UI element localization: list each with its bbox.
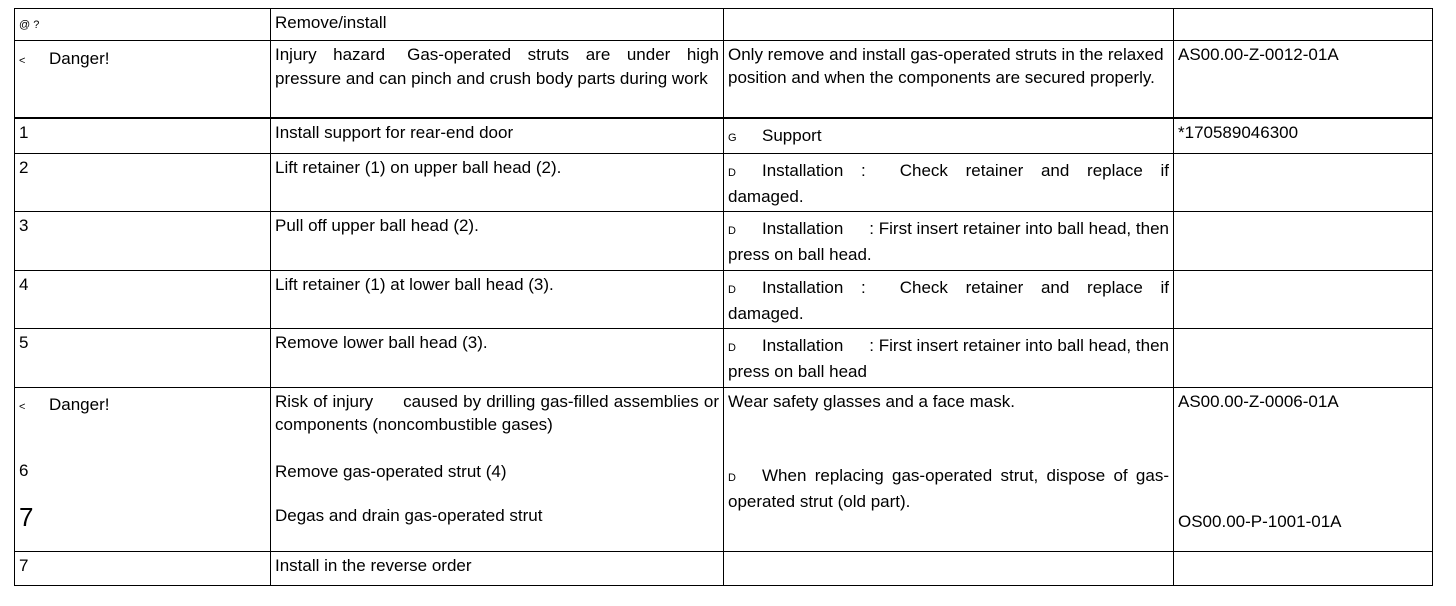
procedure-table: [14, 8, 1433, 586]
danger-block-right: [724, 388, 1174, 552]
note-label: Installation: [762, 336, 844, 355]
step-note: Support: [762, 125, 822, 145]
step-note: : First insert retainer into ball head, then press on ball head.: [728, 219, 1169, 264]
danger-cell: [15, 41, 271, 118]
final-empty-cell: [724, 552, 1174, 586]
header-empty-cell: [724, 9, 1174, 41]
hazard-title: Injury hazard: [275, 45, 386, 64]
header-row: [15, 9, 1433, 41]
step-note-cell: [724, 271, 1174, 329]
tool-ref-link[interactable]: *170589046300: [1174, 118, 1433, 154]
installation-note-icon: D: [728, 342, 736, 354]
step-note-cell: [724, 329, 1174, 388]
step-number: 7: [19, 502, 34, 532]
hazard-text: Gas-operated struts are under high pressure and can pinch and crush body parts during work: [275, 45, 719, 88]
step-number: 1: [15, 118, 271, 154]
step-text: Lift retainer (1) at lower ball head (3).: [271, 271, 724, 329]
step-number: 3: [15, 212, 271, 271]
step-text: Degas and drain gas-operated strut: [275, 506, 543, 525]
safety-measure: Only remove and install gas-operated struts in the relaxed position and when the components are secured properly.: [724, 41, 1174, 118]
note-label: Installation :: [762, 161, 866, 180]
step-text: Remove lower ball head (3).: [271, 329, 724, 388]
installation-note-icon: D: [728, 472, 736, 484]
step-number: 4: [15, 271, 271, 329]
step-text: Install in the reverse order: [271, 552, 724, 586]
hazard-title: Risk of injury: [275, 392, 374, 411]
step-ref-empty: [1174, 212, 1433, 271]
step-note: : First insert retainer into ball head, then press on ball head: [728, 336, 1169, 381]
step-text: Lift retainer (1) on upper ball head (2).: [271, 154, 724, 212]
step-number: 5: [15, 329, 271, 388]
step-note-cell: [724, 212, 1174, 271]
step-row-2: [15, 154, 1433, 212]
hazard-text: caused by drilling gas-filled assemblies or components (noncombustible gases): [275, 392, 719, 434]
step-row-4: [15, 271, 1433, 329]
step-text: Pull off upper ball head (2).: [271, 212, 724, 271]
note-label: Installation :: [762, 278, 866, 297]
danger-ref-link[interactable]: AS00.00-Z-0006-01A: [1178, 392, 1339, 411]
degas-ref-link[interactable]: OS00.00-P-1001-01A: [1178, 512, 1342, 531]
header-symbols-cell: [15, 9, 271, 41]
installation-note-icon: D: [728, 225, 736, 237]
step-row-3: [15, 212, 1433, 271]
header-empty-cell-2: [1174, 9, 1433, 41]
final-empty-cell-2: [1174, 552, 1433, 586]
danger-ref-link[interactable]: AS00.00-Z-0012-01A: [1174, 41, 1433, 118]
step-number: 7: [15, 552, 271, 586]
danger-label: Danger!: [49, 395, 110, 414]
step-text: Install support for rear-end door: [271, 118, 724, 154]
danger-block-left: [15, 388, 271, 552]
final-step-row: [15, 552, 1433, 586]
step-number: 2: [15, 154, 271, 212]
danger-row-2: [15, 388, 1433, 552]
step-note: Check retainer and replace if damaged.: [728, 278, 1169, 323]
step-note-cell: [724, 154, 1174, 212]
note-label: Installation: [762, 219, 844, 238]
tool-icon: G: [728, 131, 737, 144]
danger-block-refs: [1174, 388, 1433, 552]
hazard-cell: [271, 41, 724, 118]
step-note-cell: [724, 118, 1174, 154]
step-ref-empty: [1174, 271, 1433, 329]
safety-measure: Wear safety glasses and a face mask.: [728, 392, 1015, 411]
step-text: Remove gas-operated strut (4): [275, 462, 507, 481]
step-row-1: [15, 118, 1433, 154]
step-number: 6: [19, 461, 29, 480]
danger-warning-icon: <: [19, 55, 26, 67]
installation-note-icon: D: [728, 284, 736, 296]
danger-block-middle: [271, 388, 724, 552]
step-row-5: [15, 329, 1433, 388]
header-title: Remove/install: [271, 9, 724, 41]
step-note: When replacing gas-operated strut, dispose of gas-operated strut (old part).: [728, 466, 1169, 511]
danger-label: Danger!: [49, 49, 110, 68]
step-note: Check retainer and replace if damaged.: [728, 161, 1169, 206]
installation-note-icon: D: [728, 167, 736, 179]
step-ref-empty: [1174, 154, 1433, 212]
danger-warning-icon: <: [19, 401, 26, 413]
step-ref-empty: [1174, 329, 1433, 388]
danger-row-1: [15, 41, 1433, 118]
header-symbols: @ ?: [19, 19, 40, 31]
